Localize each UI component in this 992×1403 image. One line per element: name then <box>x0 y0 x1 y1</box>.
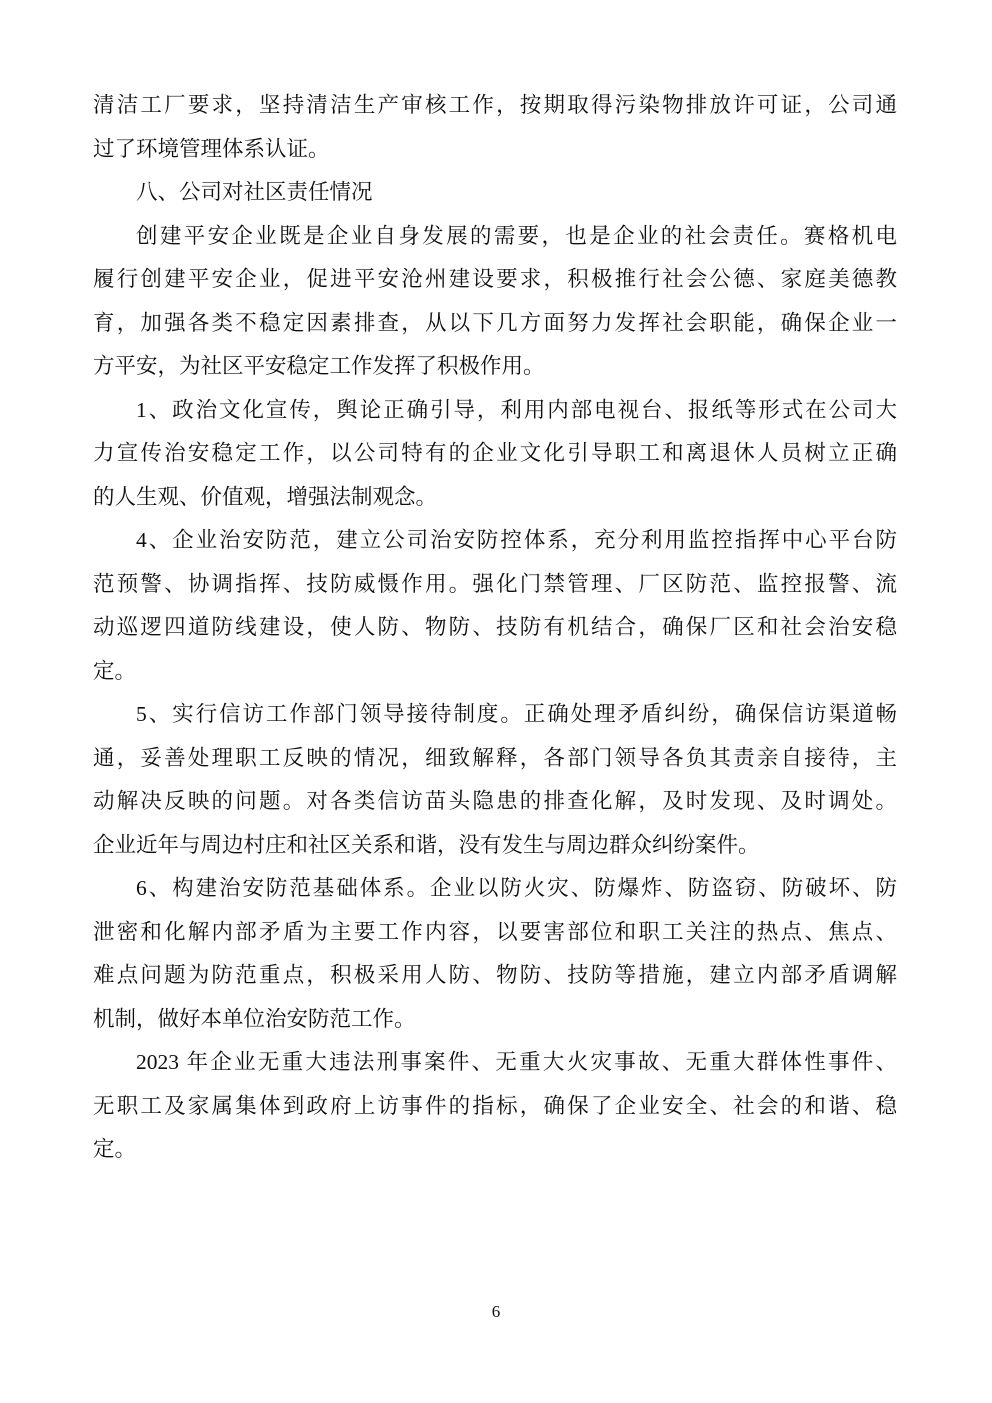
paragraph <box>93 519 897 693</box>
text-line: 6、构建治安防范基础体系。企业以防火灾、防爆炸、防盗窃、防破坏、防 <box>136 876 897 900</box>
text-line: 泄密和化解内部矛盾为主要工作内容，以要害部位和职工关注的热点、焦点、 <box>93 919 897 944</box>
paragraph <box>93 84 897 171</box>
text-line: 定。 <box>93 1137 137 1161</box>
text-line: 2023 年企业无重大违法刑事案件、无重大火灾事故、无重大群体性事件、 <box>136 1050 897 1074</box>
text-line: 方平安，为社区平安稳定工作发挥了积极作用。 <box>93 354 545 378</box>
text-line: 5、实行信访工作部门领导接待制度。正确处理矛盾纠纷，确保信访渠道畅 <box>136 702 897 726</box>
paragraph <box>93 389 897 520</box>
text-line: 的人生观、价值观，增强法制观念。 <box>93 484 438 509</box>
text-line: 通，妥善处理职工反映的情况，细致解释，各部门领导各负其责亲自接待，主 <box>93 745 897 770</box>
text-line: 动巡逻四道防线建设，使人防、物防、技防有机结合，确保厂区和社会治安稳 <box>93 615 897 639</box>
text-line: 4、企业治安防范，建立公司治安防控体系，充分利用监控指挥中心平台防 <box>136 528 897 552</box>
page-number: 6 <box>491 1302 501 1321</box>
paragraph <box>93 171 897 215</box>
text-line: 难点问题为防范重点，积极采用人防、物防、技防等措施，建立内部矛盾调解 <box>93 963 897 987</box>
text-line: 履行创建平安企业，促进平安沧州建设要求，积极推行社会公德、家庭美德教 <box>93 267 897 291</box>
text-line: 清洁工厂要求，坚持清洁生产审核工作，按期取得污染物排放许可证，公司通 <box>93 93 897 117</box>
text-line: 动解决反映的问题。对各类信访苗头隐患的排查化解，及时发现、及时调处。 <box>93 789 897 813</box>
text-line: 定。 <box>93 658 137 683</box>
text-line: 1、政治文化宣传，舆论正确引导，利用内部电视台、报纸等形式在公司大 <box>136 397 897 422</box>
text-line: 过了环境管理体系认证。 <box>93 136 330 161</box>
text-line: 育，加强各类不稳定因素排查，从以下几方面努力发挥社会职能，确保企业一 <box>93 310 897 335</box>
text-line: 八、公司对社区责任情况 <box>136 180 373 204</box>
text-line: 创建平安企业既是企业自身发展的需要，也是企业的社会责任。赛格机电 <box>136 223 897 248</box>
text-line: 机制，做好本单位治安防范工作。 <box>93 1006 416 1031</box>
text-line: 企业近年与周边村庄和社区关系和谐，没有发生与周边群众纠纷案件。 <box>93 832 760 857</box>
text-line: 力宣传治安稳定工作，以公司特有的企业文化引导职工和离退休人员树立正确 <box>93 441 897 465</box>
document-body <box>93 84 897 1172</box>
paragraph <box>93 867 897 1041</box>
text-line: 范预警、协调指挥、技防威慑作用。强化门禁管理、厂区防范、监控报警、流 <box>93 571 897 596</box>
paragraph <box>93 1041 897 1172</box>
text-line: 无职工及家属集体到政府上访事件的指标，确保了企业安全、社会的和谐、稳 <box>93 1093 897 1118</box>
paragraph <box>93 215 897 389</box>
paragraph <box>93 693 897 867</box>
